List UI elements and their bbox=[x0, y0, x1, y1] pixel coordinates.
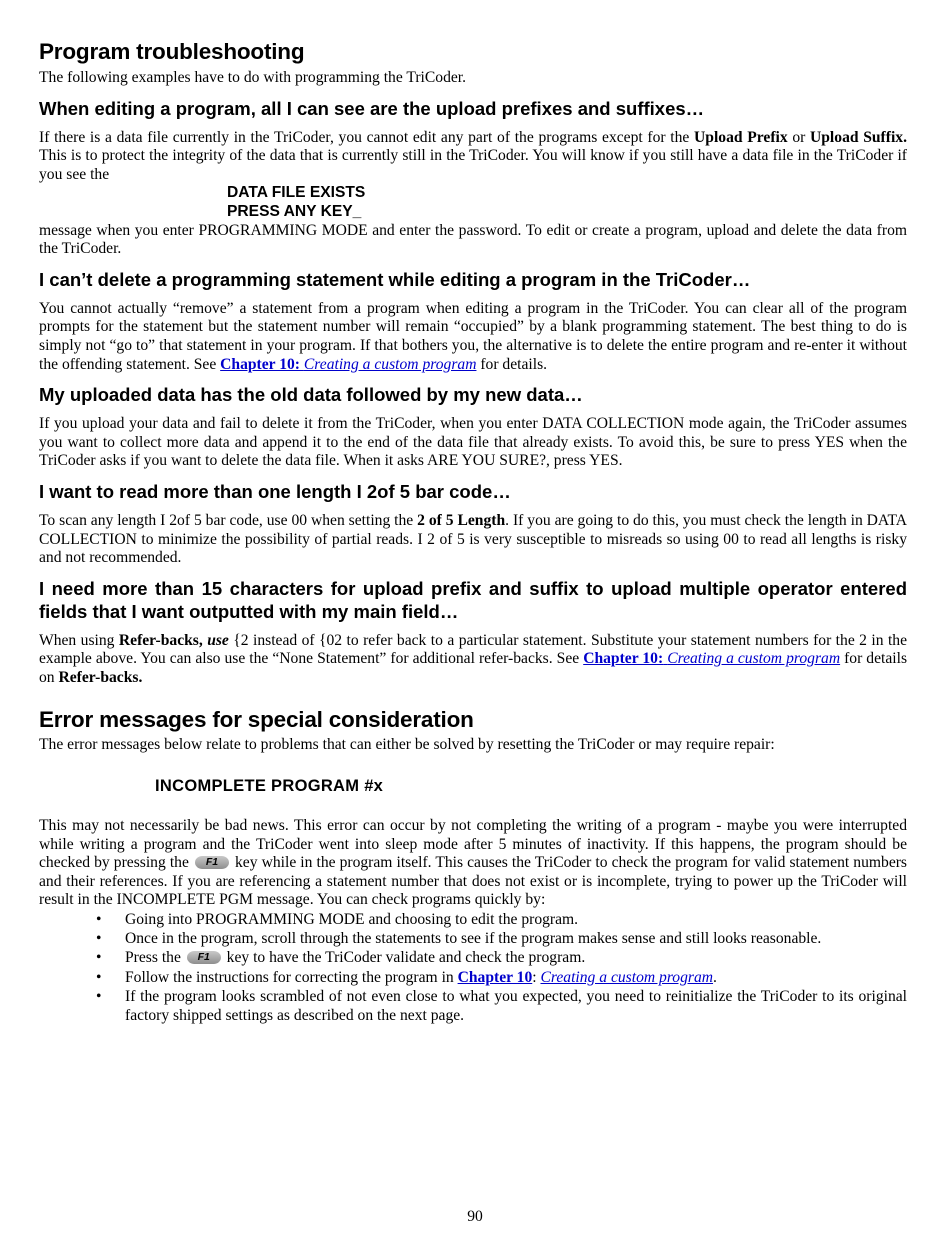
section-heading-delete-statement: I can’t delete a programming statement while editing a program in the TriCoder… bbox=[39, 268, 751, 290]
section-heading-upload-prefixes: When editing a program, all I can see are the upload prefixes and suffixes… bbox=[39, 97, 705, 119]
list-item: • Follow the instructions for correcting the program in Chapter 10: Creating a custom program. bbox=[96, 968, 717, 986]
bullet-icon: • bbox=[96, 987, 102, 1005]
error-messages-heading: Error messages for special consideration bbox=[39, 707, 474, 733]
page-number: 90 bbox=[467, 1208, 483, 1225]
bullet-icon: • bbox=[96, 968, 102, 986]
list-item: • Once in the program, scroll through the statements to see if the program makes sense and still looks reasonable. bbox=[96, 930, 822, 948]
section-heading-old-data: My uploaded data has the old data followed by my new data… bbox=[39, 384, 583, 406]
bullet-icon: • bbox=[96, 930, 102, 948]
error-messages-intro: The error messages below relate to problems that can either be solved by resetting the TriCoder or may require repair: bbox=[39, 736, 775, 754]
f1-key-icon: F1 bbox=[195, 856, 229, 869]
code-press-any-key: PRESS ANY KEY_ bbox=[227, 202, 362, 220]
section-heading-refer-backs: I need more than 15 characters for upload prefix and suffix to upload multiple operator entered fields that I want outputted with my main field… bbox=[39, 577, 907, 622]
page-title: Program troubleshooting bbox=[39, 39, 305, 64]
list-item: • Press the F1 key to have the TriCoder validate and check the program. bbox=[96, 949, 586, 967]
section-text-delete-statement: You cannot actually “remove” a statement from a program when editing a program in the TriCoder. You can clear all of the program prompts for the statement but the statement number will remain “occupied” by a blank programming statement. The best thing to do is simply not “go to” that statement in your program. If that bothers you, the alternative is to delete the entire program and re-enter it without the offending statement. See Chapter 10: Creating a custom program for details. bbox=[39, 299, 907, 373]
section-text-i2of5: To scan any length I 2of 5 bar code, use 00 when setting the 2 of 5 Length. If you are going to do this, you must check the length in DATA COLLECTION to minimize the possibility of partial reads. I 2 of 5 is very susceptible to misreads so using 00 to read all lengths is risky and not recommended. bbox=[39, 511, 907, 567]
section-text-upload-prefixes: If there is a data file currently in the TriCoder, you cannot edit any part of the programs except for the Upload Prefix or Upload Suffix. This is to protect the integrity of the data that is currently still in the TriCoder. You will know if you still have a data file in the TriCoder if you see the bbox=[39, 128, 907, 183]
code-data-file-exists: DATA FILE EXISTS bbox=[227, 184, 366, 202]
chapter-10-link[interactable]: Chapter 10 bbox=[457, 968, 533, 986]
intro-text: The following examples have to do with programming the TriCoder. bbox=[39, 69, 467, 86]
bullet-icon: • bbox=[96, 911, 102, 929]
section-text-upload-prefixes-cont: message when you enter PROGRAMMING MODE and enter the password. To edit or create a program, upload and delete the data from the TriCoder. bbox=[39, 221, 907, 258]
code-incomplete-program: INCOMPLETE PROGRAM #x bbox=[155, 777, 384, 796]
bullet-icon: • bbox=[96, 949, 102, 967]
chapter-10-link[interactable]: Chapter 10: Creating a custom program bbox=[220, 355, 477, 373]
section-text-refer-backs: When using Refer-backs, use {2 instead of {02 to refer back to a particular statement. Substitute your statement numbers for the 2 in the example above. You can also use the “None Statement” for additional refer-backs. See Chapter 10: Creating a custom program for details on Refer-backs. bbox=[39, 631, 908, 686]
list-item: • If the program looks scrambled of not even close to what you expected, you need to reinitialize the TriCoder to its original factory shipped settings as described on the next page. bbox=[96, 987, 907, 1025]
section-heading-i2of5: I want to read more than one length I 2of 5 bar code… bbox=[39, 480, 511, 502]
error-text-incomplete-program: This may not necessarily be bad news. This error can occur by not completing the writing of a program - maybe you were interrupted while writing a program and the TriCoder went into sleep mode after 5 minutes of inactivity. If this happens, the program should be checked by pressing the F1 key while in the program itself. This causes the TriCoder to check the program for valid statement numbers and their references. If you are referencing a statement number that does not exist or is incomplete, trying to power up the TriCoder will result in the INCOMPLETE PGM message. You can check programs quickly by: bbox=[39, 817, 908, 909]
creating-custom-program-link[interactable]: Creating a custom program bbox=[540, 968, 714, 986]
section-text-old-data: If you upload your data and fail to delete it from the TriCoder, when you enter DATA COLLECTION mode again, the TriCoder assumes you want to collect more data and append it to the end of the data file that already exists. To avoid this, be sure to press YES when the TriCoder asks if you want to delete the data file. When it asks ARE YOU SURE?, press YES. bbox=[39, 415, 907, 470]
check-steps-list bbox=[39, 910, 907, 1025]
f1-key-icon: F1 bbox=[187, 951, 221, 964]
document-page bbox=[39, 38, 907, 1025]
list-item: • Going into PROGRAMMING MODE and choosing to edit the program. bbox=[96, 911, 579, 929]
chapter-10-link[interactable]: Chapter 10: Creating a custom program bbox=[583, 650, 841, 668]
